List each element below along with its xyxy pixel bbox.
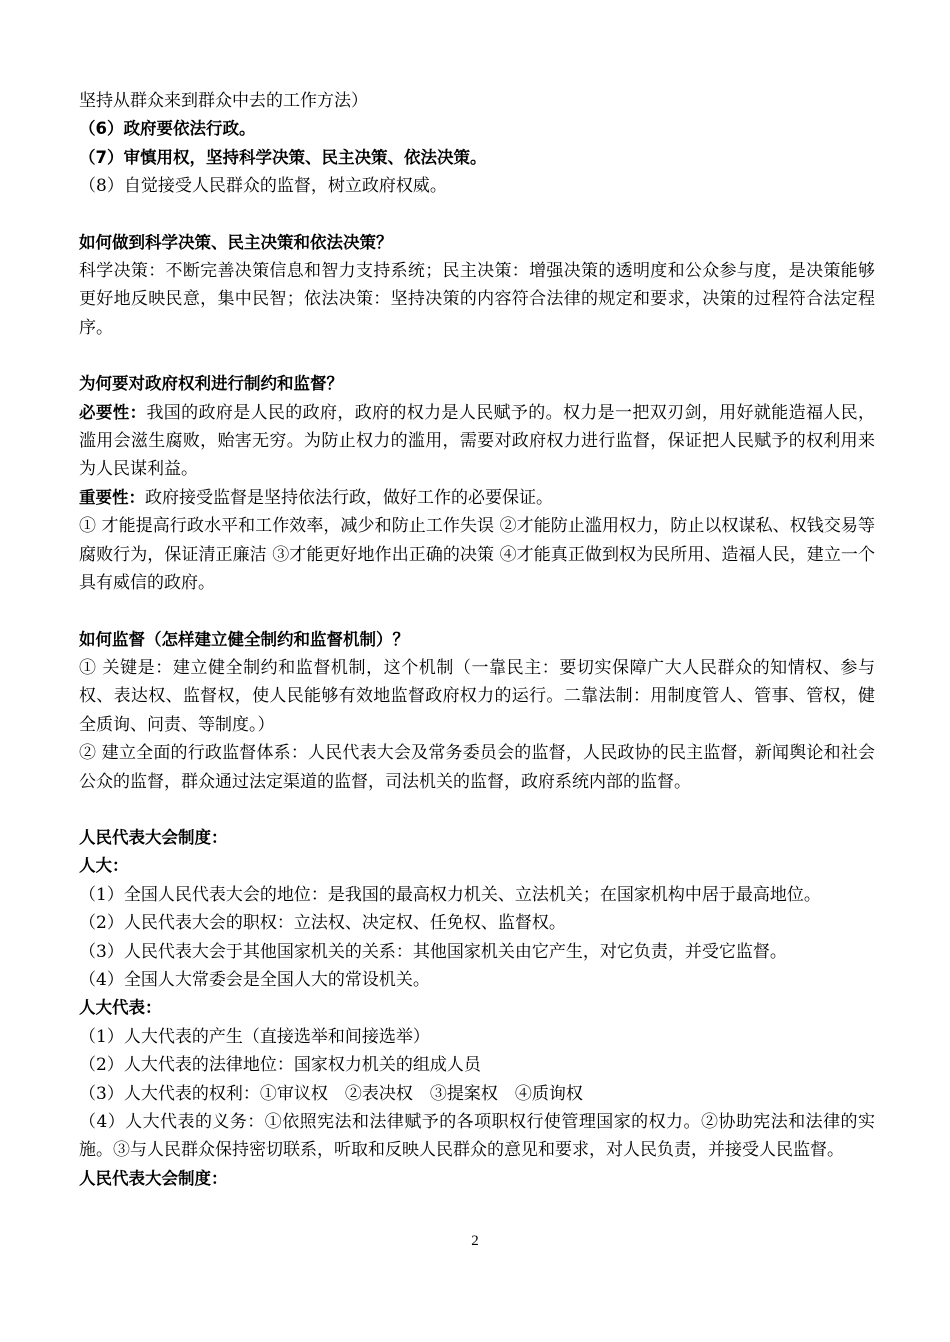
section-heading-supervision-why: 为何要对政府权利进行制约和监督？: [79, 374, 343, 394]
section-heading-decision: 如何做到科学决策、民主决策和依法决策？: [79, 232, 393, 252]
item-8: （8）自觉接受人民群众的监督，树立政府权威。: [79, 176, 447, 197]
necessity-text: 我国的政府是人民的政府，政府的权力是人民赋予的。权力是一把双刃剑，用好就能造福人民，滥用会滋生腐败，贻害无穷。为防止权力的滥用，需要对政府权力进行监督，保证把人民赋予的权利用来为人民谋利益。: [79, 402, 876, 480]
importance-paragraph: [79, 484, 875, 512]
spacer: [79, 342, 875, 370]
npc-item-1: （1）全国人民代表大会的地位：是我国的最高权力机关、立法机关；在国家机构中居于最高地位。: [79, 884, 821, 905]
spacer: [79, 598, 875, 626]
page-body: [79, 87, 875, 1193]
item-7: （7）审慎用权，坚持科学决策、民主决策、依法决策。: [79, 147, 487, 167]
section-heading-supervision-how: 如何监督（怎样建立健全制约和监督机制）？: [79, 629, 409, 649]
supervision-system-paragraph: ② 建立全面的行政监督体系：人民代表大会及常务委员会的监督，人民政协的民主监督，新闻舆论和社会公众的监督，群众通过法定渠道的监督，司法机关的监督，政府系统内部的监督。: [79, 743, 875, 792]
deputy-item-1: （1）人大代表的产生（直接选举和间接选举）: [79, 1026, 430, 1047]
npc-item-2: （2）人民代表大会的职权：立法权、决定权、任免权、监督权。: [79, 913, 566, 934]
importance-label: 重要性：: [79, 487, 145, 507]
subheading-deputies: 人大代表：: [79, 998, 162, 1018]
necessity-label: 必要性：: [79, 402, 147, 422]
importance-points: ① 才能提高行政水平和工作效率，减少和防止工作失误 ②才能防止滥用权力，防止以权谋私、权钱交易等腐败行为，保证清正廉洁 ③才能更好地作出正确的决策 ④才能真正做到权为民所用、造福人民，建立一个具有威信的政府。: [79, 516, 875, 594]
section-heading-npc-system-2: 人民代表大会制度：: [79, 1168, 228, 1188]
deputy-item-2: （2）人大代表的法律地位：国家权力机关的组成人员: [79, 1055, 481, 1076]
npc-item-4: （4）全国人大常委会是全国人大的常设机关。: [79, 969, 430, 990]
decision-paragraph: 科学决策：不断完善决策信息和智力支持系统；民主决策：增强决策的透明度和公众参与度，是决策能够更好地反映民意，集中民智；依法决策：坚持决策的内容符合法律的规定和要求，决策的过程符合法定程序。: [79, 261, 875, 338]
deputy-item-4: （4）人大代表的义务：①依照宪法和法律赋予的各项职权行使管理国家的权力。②协助宪法和法律的实施。③与人民群众保持密切联系，听取和反映人民群众的意见和要求，对人民负责，并接受人民监督。: [79, 1112, 875, 1161]
spacer: [79, 796, 875, 824]
section-heading-npc-system: 人民代表大会制度：: [79, 827, 228, 847]
npc-item-3: （3）人民代表大会于其他国家机关的关系：其他国家机关由它产生，对它负责，并受它监督。: [79, 941, 787, 962]
item-6: （6）政府要依法行政。: [79, 119, 256, 139]
spacer: [79, 201, 875, 229]
page-number: 2: [471, 1233, 479, 1249]
deputy-item-3: （3）人大代表的权利：①审议权 ②表决权 ③提案权 ④质询权: [79, 1083, 583, 1104]
mechanism-paragraph: ① 关键是：建立健全制约和监督机制，这个机制（一靠民主：要切实保障广大人民群众的知情权、参与权、表达权、监督权，使人民能够有效地监督政府权力的运行。二靠法制：用制度管人、管事、管权，健全质询、问责、等制度。）: [79, 657, 875, 735]
importance-text: 政府接受监督是坚持依法行政，做好工作的必要保证。: [145, 487, 553, 508]
subheading-npc: 人大：: [79, 856, 129, 876]
continuation-line: 坚持从群众来到群众中去的工作方法）: [79, 91, 368, 111]
necessity-paragraph: [79, 399, 875, 484]
